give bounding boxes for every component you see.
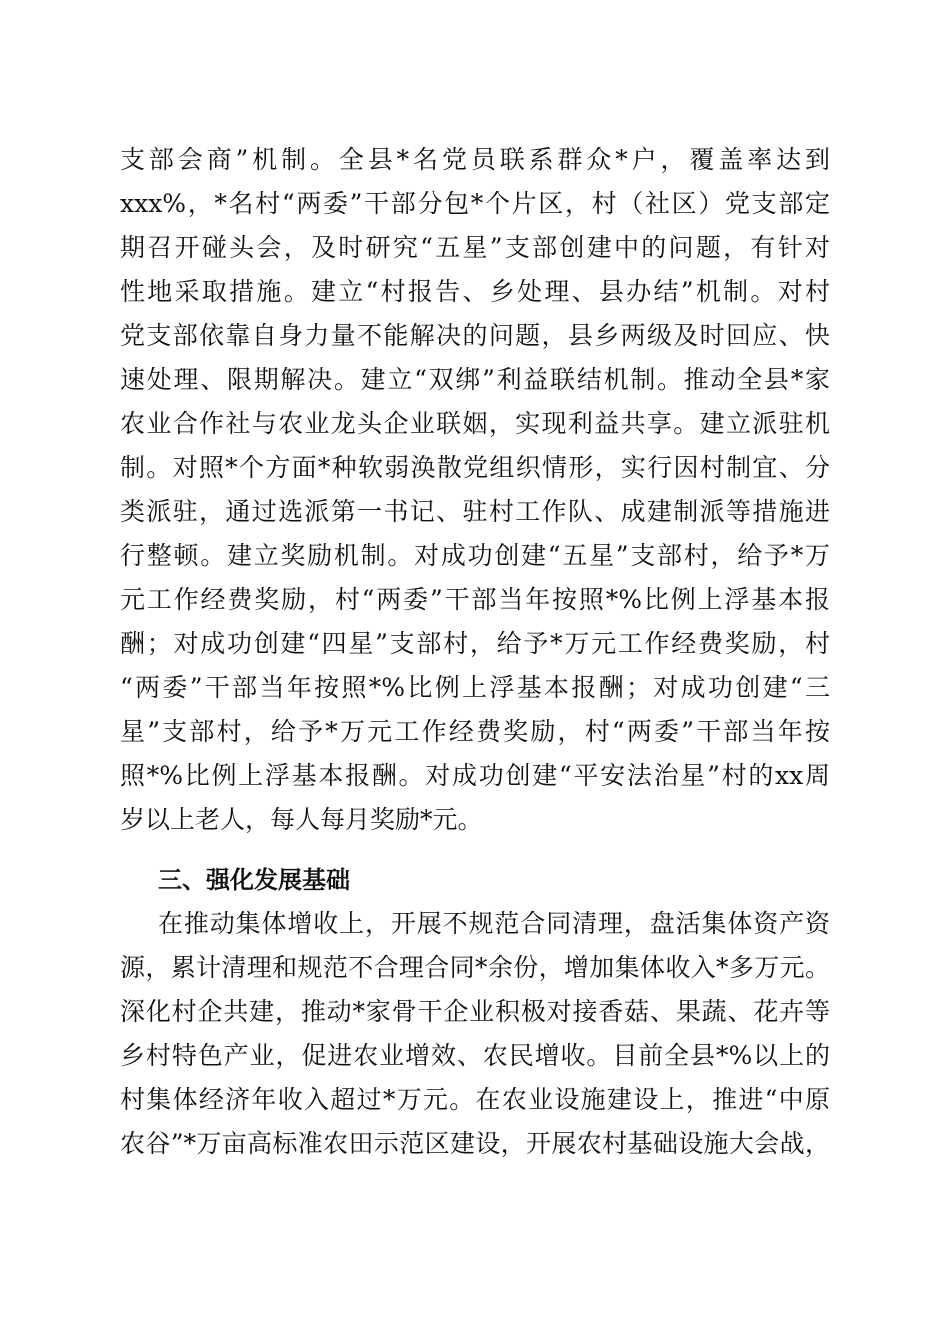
paragraph-line: 村集体经济年收入超过*万元。在农业设施建设上，推进“中原: [120, 1085, 830, 1114]
paragraph-line: 乡村特色产业，促进农业增效、农民增收。目前全县*%以上的: [120, 1041, 830, 1070]
paragraph-line: 深化村企共建，推动*家骨干企业积极对接香菇、果蔬、花卉等: [120, 997, 830, 1026]
paragraph-line: 源，累计清理和规范不合理合同*余份，增加集体收入*多万元。: [120, 953, 830, 982]
paragraph-line: 期召开碰头会，及时研究“五星”支部创建中的问题，有针对: [120, 233, 830, 262]
paragraph-line: 元工作经费奖励，村“两委”干部当年按照*%比例上浮基本报: [120, 585, 830, 614]
paragraph-line: “两委”干部当年按照*%比例上浮基本报酬；对成功创建“三: [120, 673, 830, 702]
paragraph-line: 行整顿。建立奖励机制。对成功创建“五星”支部村，给予*万: [120, 541, 830, 570]
paragraph-line: 岁以上老人，每人每月奖励*元。: [120, 805, 483, 834]
section-heading: 三、强化发展基础: [158, 866, 350, 894]
paragraph-line: 党支部依靠自身力量不能解决的问题，县乡两级及时回应、快: [120, 321, 830, 350]
paragraph-line: 速处理、限期解决。建立“双绑”利益联结机制。推动全县*家: [120, 365, 830, 394]
paragraph-line: 支部会商”机制。全县*名党员联系群众*户，覆盖率达到: [120, 145, 830, 174]
paragraph-line: 农谷”*万亩高标准农田示范区建设，开展农村基础设施大会战，: [120, 1129, 830, 1158]
paragraph-line: 农业合作社与农业龙头企业联姻，实现利益共享。建立派驻机: [120, 409, 830, 438]
paragraph-line: 性地采取措施。建立“村报告、乡处理、县办结”机制。对村: [120, 277, 830, 306]
paragraph-line: 类派驻，通过选派第一书记、驻村工作队、成建制派等措施进: [120, 497, 830, 526]
paragraph-line: 酬；对成功创建“四星”支部村，给予*万元工作经费奖励，村: [120, 629, 830, 658]
paragraph-line: xxx%，*名村“两委”干部分包*个片区，村（社区）党支部定: [120, 189, 830, 218]
paragraph-line: 照*%比例上浮基本报酬。对成功创建“平安法治星”村的xx周: [120, 761, 830, 790]
paragraph-line: 在推动集体增收上，开展不规范合同清理，盘活集体资产资: [158, 909, 830, 938]
paragraph-line: 制。对照*个方面*种软弱涣散党组织情形，实行因村制宜、分: [120, 453, 830, 482]
paragraph-line: 星”支部村，给予*万元工作经费奖励，村“两委”干部当年按: [120, 717, 830, 746]
